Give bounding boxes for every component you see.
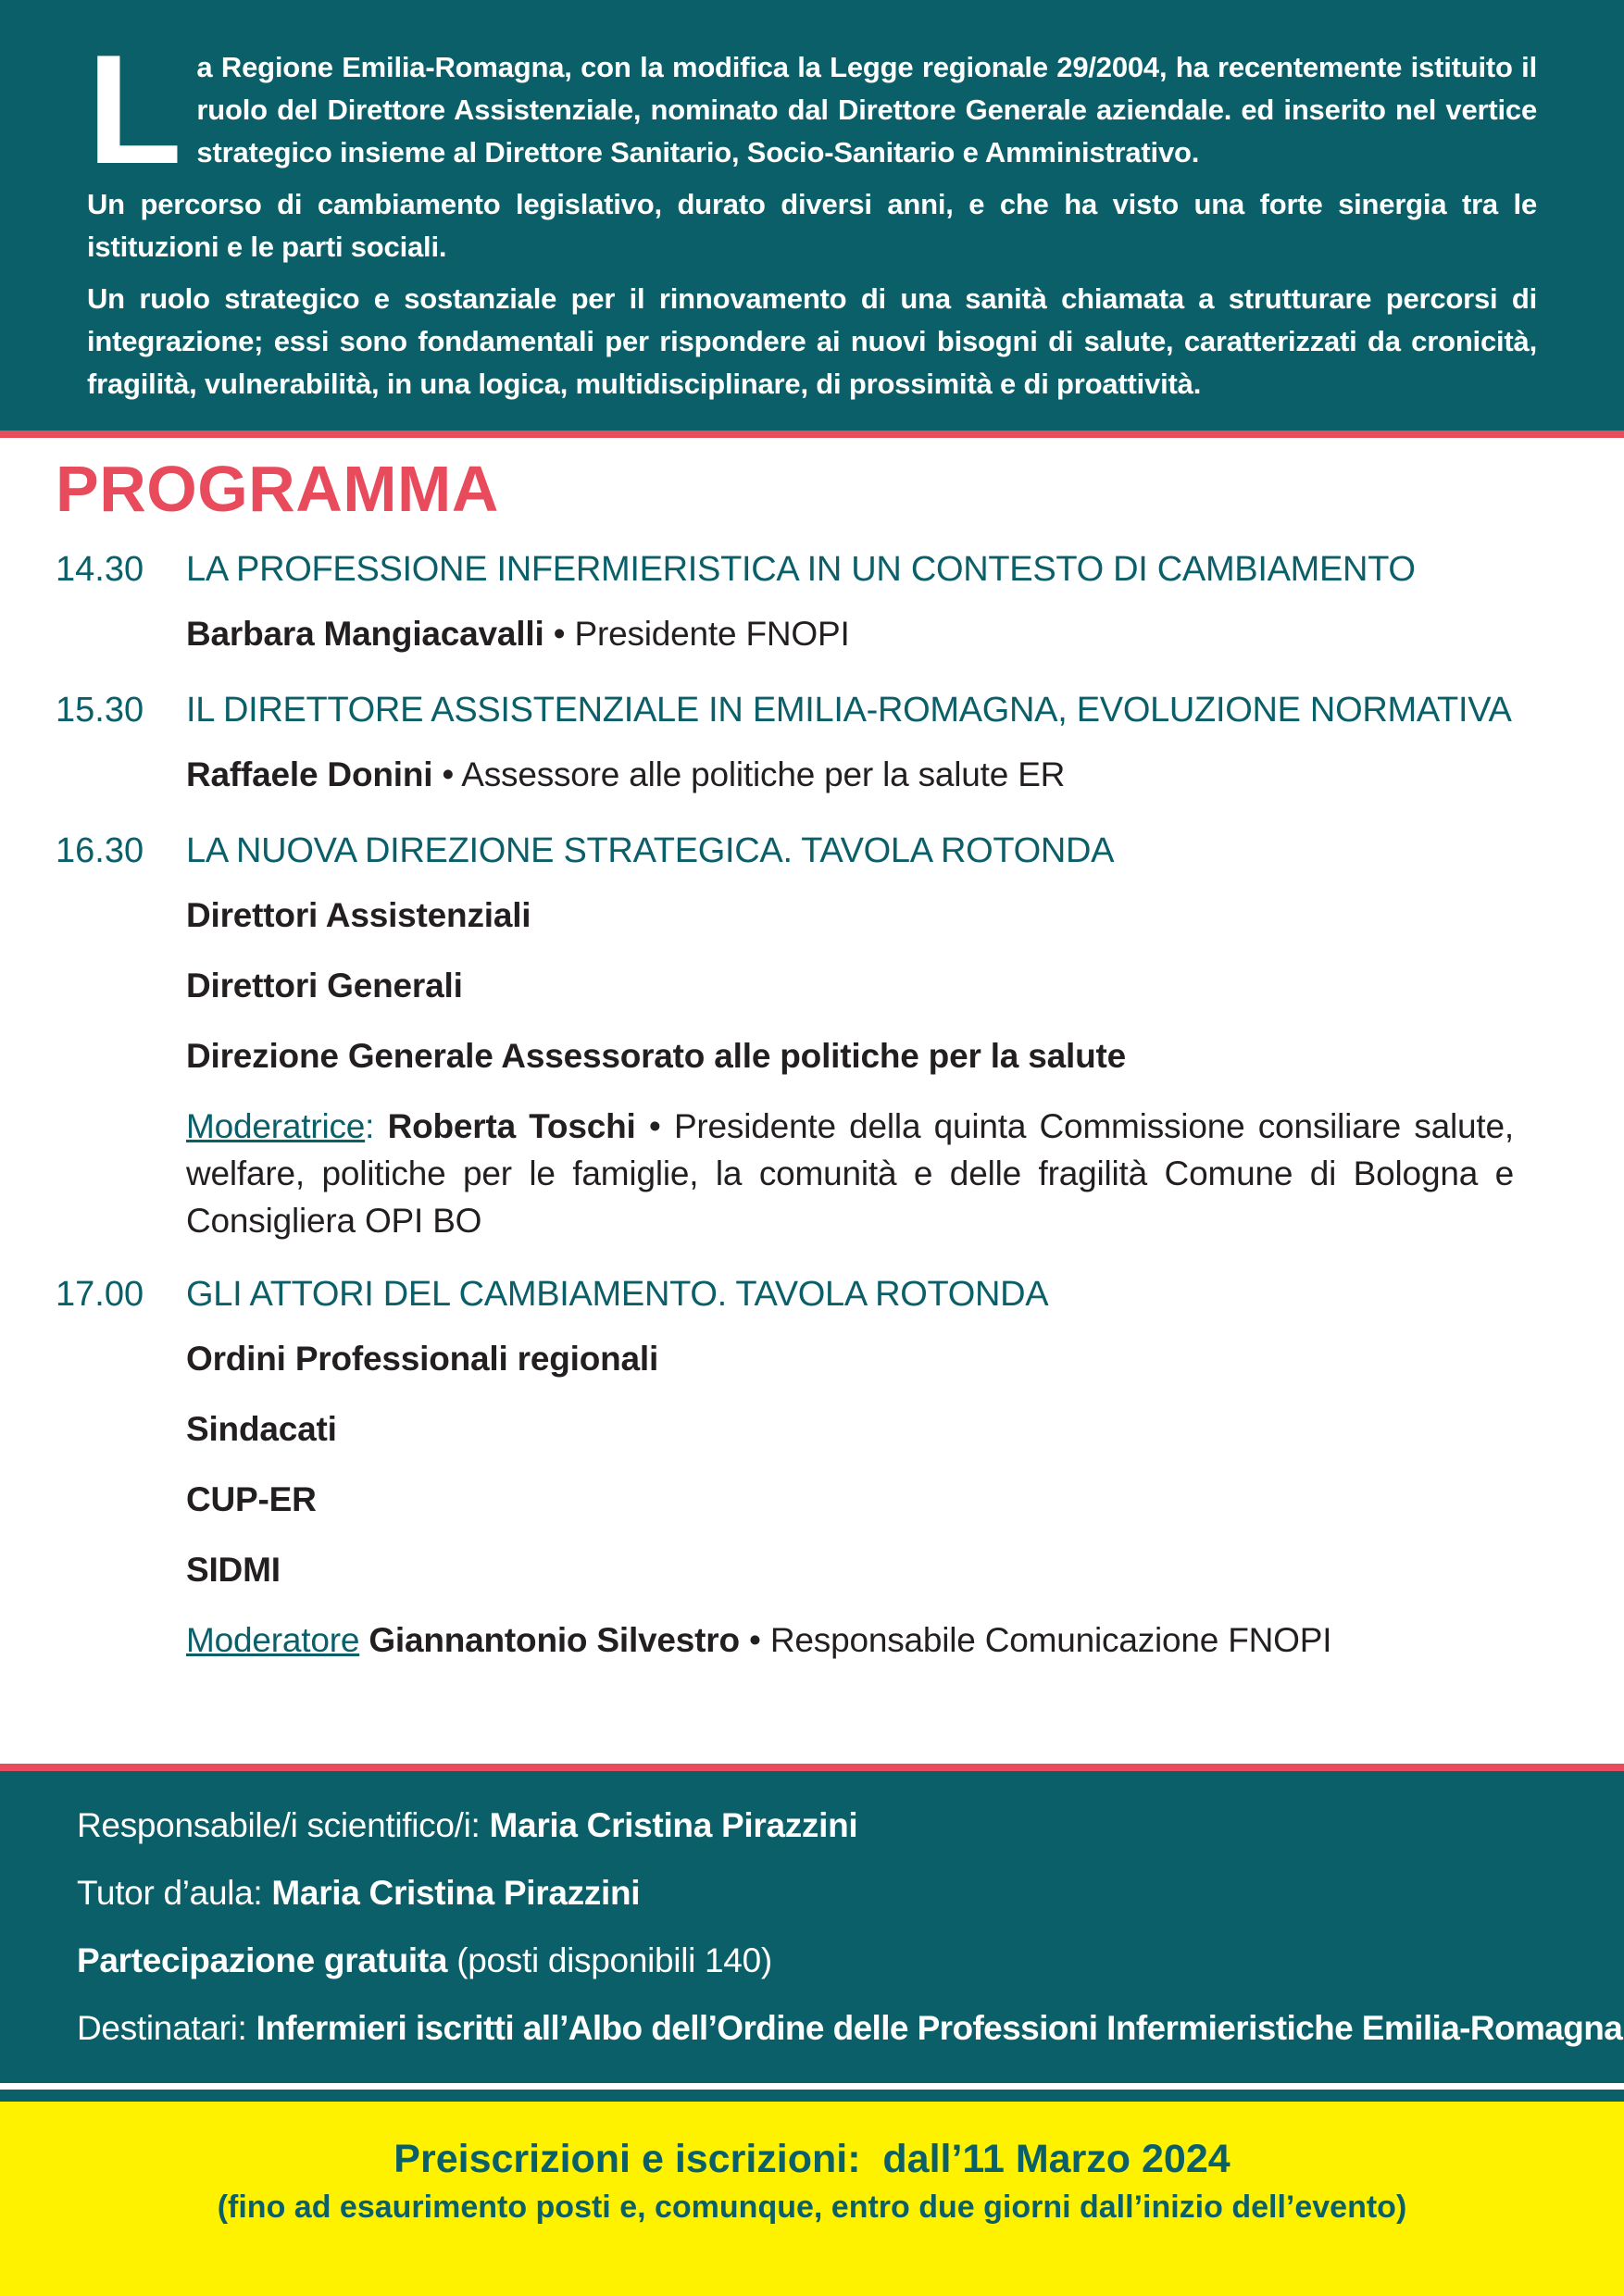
program-title: PROGRAMMA: [56, 453, 499, 525]
moderator: [186, 1103, 1514, 1244]
drop-cap: L: [87, 22, 182, 196]
intro-paragraph-2: Un percorso di cambiamento legislativo, durato diversi anni, e che ha visto una forte sinergia tra le istituzioni e le parti sociali.: [87, 188, 1537, 263]
session-topic: LA NUOVA DIREZIONE STRATEGICA. TAVOLA ROTONDA: [186, 831, 1115, 870]
moderator-role: Responsabile Comunicazione FNOPI: [769, 1621, 1332, 1659]
participant-name: Ordini Professionali regionali: [186, 1340, 659, 1378]
participant-name: SIDMI: [186, 1551, 281, 1589]
program-list: [56, 540, 1518, 1687]
intro-paragraph-3: Un ruolo strategico e sostanziale per il rinnovamento di una sanità chiamata a strutturare percorsi di integrazione; essi sono fondamentali per rispondere ai nuovi bisogni di salute, caratterizzati da cronicità, fragilità, vulnerabilità, in una logica, multidisciplinare, di prossimità e di proattività.: [87, 282, 1537, 400]
participant-name: Direttori Assistenziali: [186, 896, 531, 934]
moderator-label: Moderatore: [186, 1621, 360, 1659]
speaker: [186, 751, 1518, 821]
tutor-label: Tutor d’aula:: [77, 1874, 263, 1912]
speaker-role: Presidente FNOPI: [574, 615, 850, 653]
moderator-label: Moderatrice: [186, 1107, 366, 1145]
session-3: [56, 821, 1518, 1244]
participant-name: Sindacati: [186, 1410, 337, 1448]
participant-name: Direttori Generali: [186, 967, 463, 1004]
participation-label: Partecipazione gratuita: [77, 1941, 448, 1979]
white-stripe: [0, 2083, 1624, 2090]
intro-text-1: a Regione Emilia-Romagna, con la modifica la Legge regionale 29/2004, ha recentemente istituito il ruolo del Direttore Assistenziale, nominato dal Direttore Generale aziendale. ed inserito nel vertice strategico insieme al Direttore Sanitario, Socio-Sanitario e Amministrativo.: [196, 51, 1537, 168]
moderator-name: Giannantonio Silvestro: [369, 1621, 740, 1659]
scientific-lead-label: Responsabile/i scientifico/i:: [77, 1806, 481, 1844]
red-divider-bottom: [0, 1764, 1624, 1771]
registration-note: (fino ad esaurimento posti e, comunque, entro due giorni dall’inizio dell’evento): [217, 2190, 1407, 2225]
scientific-lead: [77, 1791, 1624, 1859]
tutor-value: Maria Cristina Pirazzini: [271, 1874, 641, 1912]
moderator-role: Presidente della quinta Commissione consiliare salute, welfare, politiche per le famiglie, la comunità e delle fragilità Comune di Bologna e Consigliera OPI BO: [186, 1107, 1514, 1240]
moderator-name: Roberta Toschi: [387, 1107, 636, 1145]
participant-name: Direzione Generale Assessorato alle politiche per la salute: [186, 1037, 1127, 1075]
bullet: •: [553, 615, 566, 653]
session-4: [56, 1265, 1518, 1687]
speaker: [186, 610, 1518, 680]
participation-detail: (posti disponibili 140): [456, 1941, 772, 1979]
session-time: 14.30: [56, 550, 144, 589]
teal-stripe: [0, 2090, 1624, 2102]
participation: [77, 1927, 1624, 1994]
session-topic: IL DIRETTORE ASSISTENZIALE IN EMILIA-ROMAGNA, EVOLUZIONE NORMATIVA: [186, 691, 1512, 730]
scientific-lead-value: Maria Cristina Pirazzini: [489, 1806, 858, 1844]
session-topic: LA PROFESSIONE INFERMIERISTICA IN UN CONTESTO DI CAMBIAMENTO: [186, 550, 1416, 589]
participant-name: CUP-ER: [186, 1480, 317, 1518]
intro-section: [0, 0, 1624, 430]
audience-label: Destinatari:: [77, 2009, 247, 2047]
participant: [186, 1032, 1518, 1103]
moderator: [186, 1616, 1518, 1687]
participant: [186, 1546, 1518, 1616]
session-1: [56, 540, 1518, 680]
session-time: 17.00: [56, 1275, 144, 1314]
session-2: [56, 680, 1518, 821]
audience: [77, 1994, 1624, 2062]
session-time: 16.30: [56, 831, 144, 870]
registration-dates: Preiscrizioni e iscrizioni: dall’11 Marzo 2024: [394, 2137, 1230, 2181]
registration-banner: [0, 2102, 1624, 2296]
bullet: •: [648, 1107, 661, 1145]
session-topic: GLI ATTORI DEL CAMBIAMENTO. TAVOLA ROTONDA: [186, 1275, 1049, 1314]
info-section: [0, 1771, 1624, 2083]
intro-paragraph-1: [87, 22, 1537, 196]
bullet: •: [749, 1621, 761, 1659]
session-time: 15.30: [56, 691, 144, 730]
speaker-role: Assessore alle politiche per la salute ER: [461, 755, 1066, 793]
participant: [186, 1405, 1518, 1476]
participant: [186, 962, 1518, 1032]
red-divider-top: [0, 430, 1624, 438]
audience-value: Infermieri iscritti all’Albo dell’Ordine delle Professioni Infermieristiche Emilia-Romagna: [256, 2009, 1623, 2047]
speaker-name: Raffaele Donini: [186, 755, 433, 793]
speaker-name: Barbara Mangiacavalli: [186, 615, 544, 653]
participant: [186, 1476, 1518, 1546]
participant: [186, 892, 1518, 962]
bullet: •: [442, 755, 455, 793]
tutor: [77, 1859, 1624, 1927]
participant: [186, 1335, 1518, 1405]
moderator-colon: :: [365, 1107, 375, 1145]
